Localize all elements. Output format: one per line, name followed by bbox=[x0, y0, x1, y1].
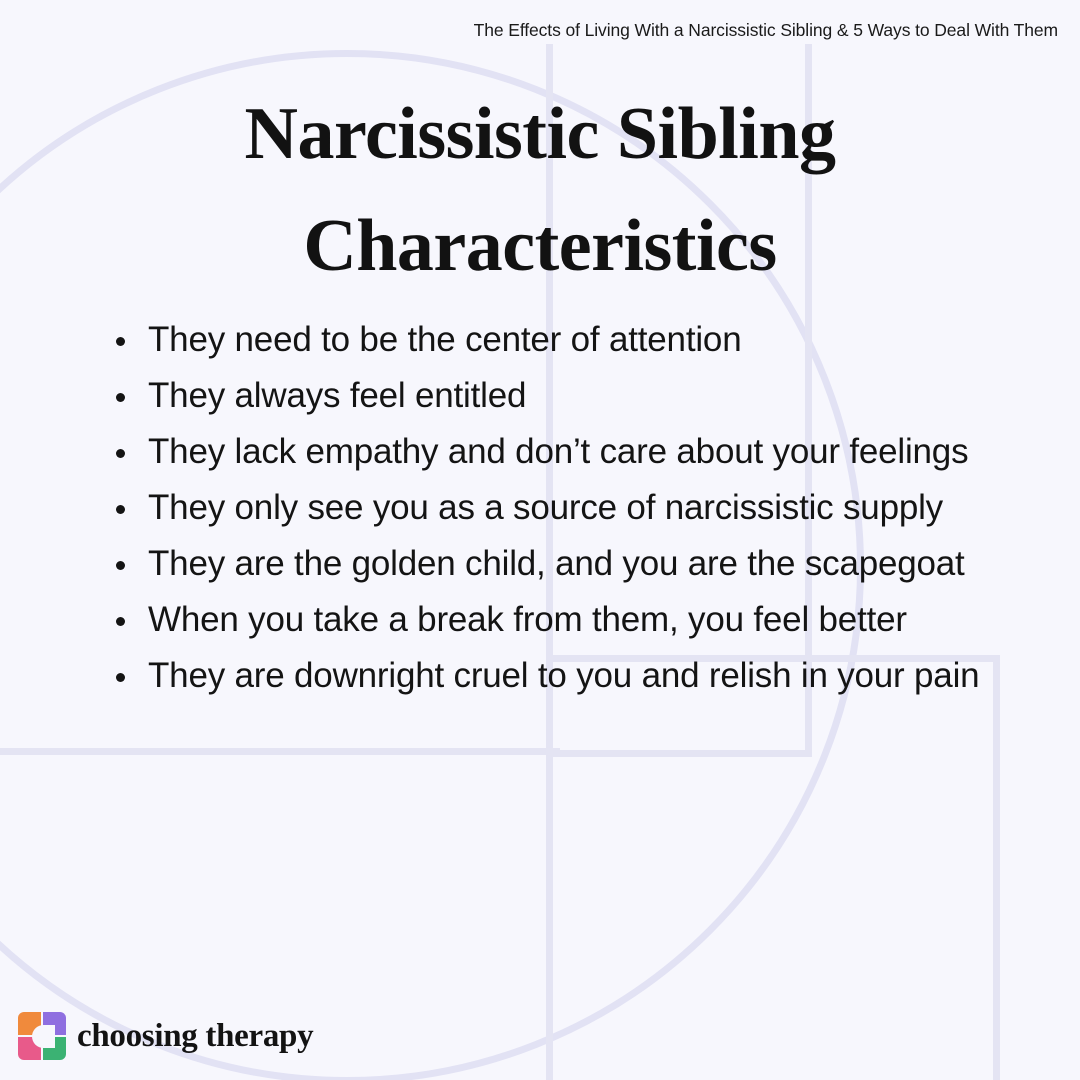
choosing-therapy-logo-icon bbox=[18, 1012, 66, 1060]
footer-branding bbox=[18, 1012, 313, 1060]
list-item: When you take a break from them, you feel better bbox=[104, 592, 1004, 648]
list-item: They always feel entitled bbox=[104, 368, 1004, 424]
list-item: They are downright cruel to you and relish in your pain bbox=[104, 648, 1004, 704]
decorative-rectangle-bottom bbox=[546, 655, 1000, 1080]
list-item: They only see you as a source of narcissistic supply bbox=[104, 480, 1004, 536]
logo-notch bbox=[32, 1025, 55, 1048]
decorative-horizontal-line bbox=[0, 748, 560, 755]
list-item: They are the golden child, and you are the scapegoat bbox=[104, 536, 1004, 592]
list-item: They lack empathy and don’t care about your feelings bbox=[104, 424, 1004, 480]
characteristics-list bbox=[104, 312, 1004, 704]
header-caption: The Effects of Living With a Narcissistic Sibling & 5 Ways to Deal With Them bbox=[473, 20, 1058, 40]
list-item: They need to be the center of attention bbox=[104, 312, 1004, 368]
brand-name: choosing therapy bbox=[77, 1017, 314, 1054]
page-title: Narcissistic Sibling Characteristics bbox=[244, 93, 836, 288]
